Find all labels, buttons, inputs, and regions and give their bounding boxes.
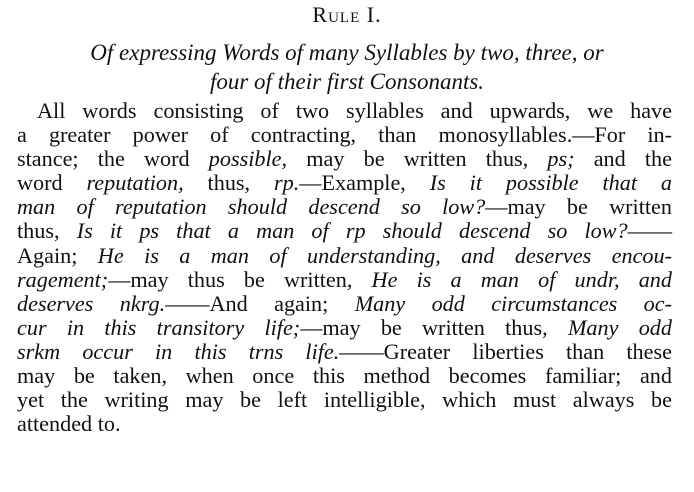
text-segment: Again; xyxy=(17,242,98,268)
paragraph-line xyxy=(17,219,672,243)
text-segment: a greater power of contracting, than monosyllables.—For in- xyxy=(17,122,672,148)
text-segment: ——Greater liberties than these xyxy=(339,338,672,364)
paragraph-line xyxy=(17,316,672,340)
text-segment: attended to. xyxy=(17,411,121,437)
italic-text: Is it ps that a man of rp should descend so low? xyxy=(76,218,628,244)
italic-text: srkm occur in this trns life. xyxy=(17,338,340,364)
text-segment: thus, xyxy=(183,170,274,196)
text-segment: yet the writing may be left intelligible, which must always be xyxy=(17,387,672,413)
rule-heading-text: Rule I. xyxy=(312,2,382,27)
italic-text: He is a man of undr, and xyxy=(371,266,672,292)
italic-text: cur in this transitory life; xyxy=(17,314,301,340)
text-segment: —may thus be written, xyxy=(108,266,372,292)
subtitle-line-2: four of their first Consonants. xyxy=(209,69,485,94)
text-segment: —— xyxy=(627,218,672,244)
paragraph-line xyxy=(17,147,672,171)
body-paragraph xyxy=(17,99,672,436)
paragraph-line xyxy=(17,292,672,316)
text-segment: ——And again; xyxy=(165,290,355,316)
italic-text: Is it possible that a xyxy=(429,170,672,196)
paragraph-line xyxy=(17,195,672,219)
text-segment: may be taken, when once this method becomes familiar; and xyxy=(17,363,672,389)
rule-subtitle xyxy=(0,38,694,96)
text-segment: word xyxy=(17,170,87,196)
italic-text: rp. xyxy=(273,170,300,196)
paragraph-line xyxy=(17,364,672,388)
text-segment: thus, xyxy=(17,218,77,244)
text-segment: and the xyxy=(574,146,672,172)
paragraph-line xyxy=(17,171,672,195)
italic-text: ragement; xyxy=(17,266,109,292)
text-segment: —may be written thus, xyxy=(300,314,568,340)
italic-text: deserves nkrg. xyxy=(17,290,166,316)
paragraph-line xyxy=(17,388,672,412)
italic-text: ps; xyxy=(547,146,575,172)
text-segment: stance; the word xyxy=(17,146,209,172)
italic-text: Many odd xyxy=(567,314,672,340)
italic-text: man of reputation should descend so low? xyxy=(17,194,486,220)
text-segment: may be written thus, xyxy=(287,146,548,172)
italic-text: possible, xyxy=(208,146,288,172)
paragraph-line xyxy=(17,268,672,292)
italic-text: Many odd circumstances oc- xyxy=(354,290,672,316)
text-segment: —Example, xyxy=(299,170,430,196)
rule-heading xyxy=(0,2,694,28)
italic-text: reputation, xyxy=(86,170,184,196)
paragraph-line xyxy=(17,244,672,268)
italic-text: He is a man of understanding, and deserves encou- xyxy=(97,242,673,268)
paragraph-line xyxy=(17,340,672,364)
text-segment: All words consisting of two syllables and upwards, we have xyxy=(37,98,672,123)
paragraph-line xyxy=(17,123,672,147)
subtitle-line-1: Of expressing Words of many Syllables by two, three, or xyxy=(90,40,604,65)
paragraph-line xyxy=(17,99,672,123)
text-segment: —may be written xyxy=(485,194,672,220)
paragraph-line xyxy=(17,412,672,436)
